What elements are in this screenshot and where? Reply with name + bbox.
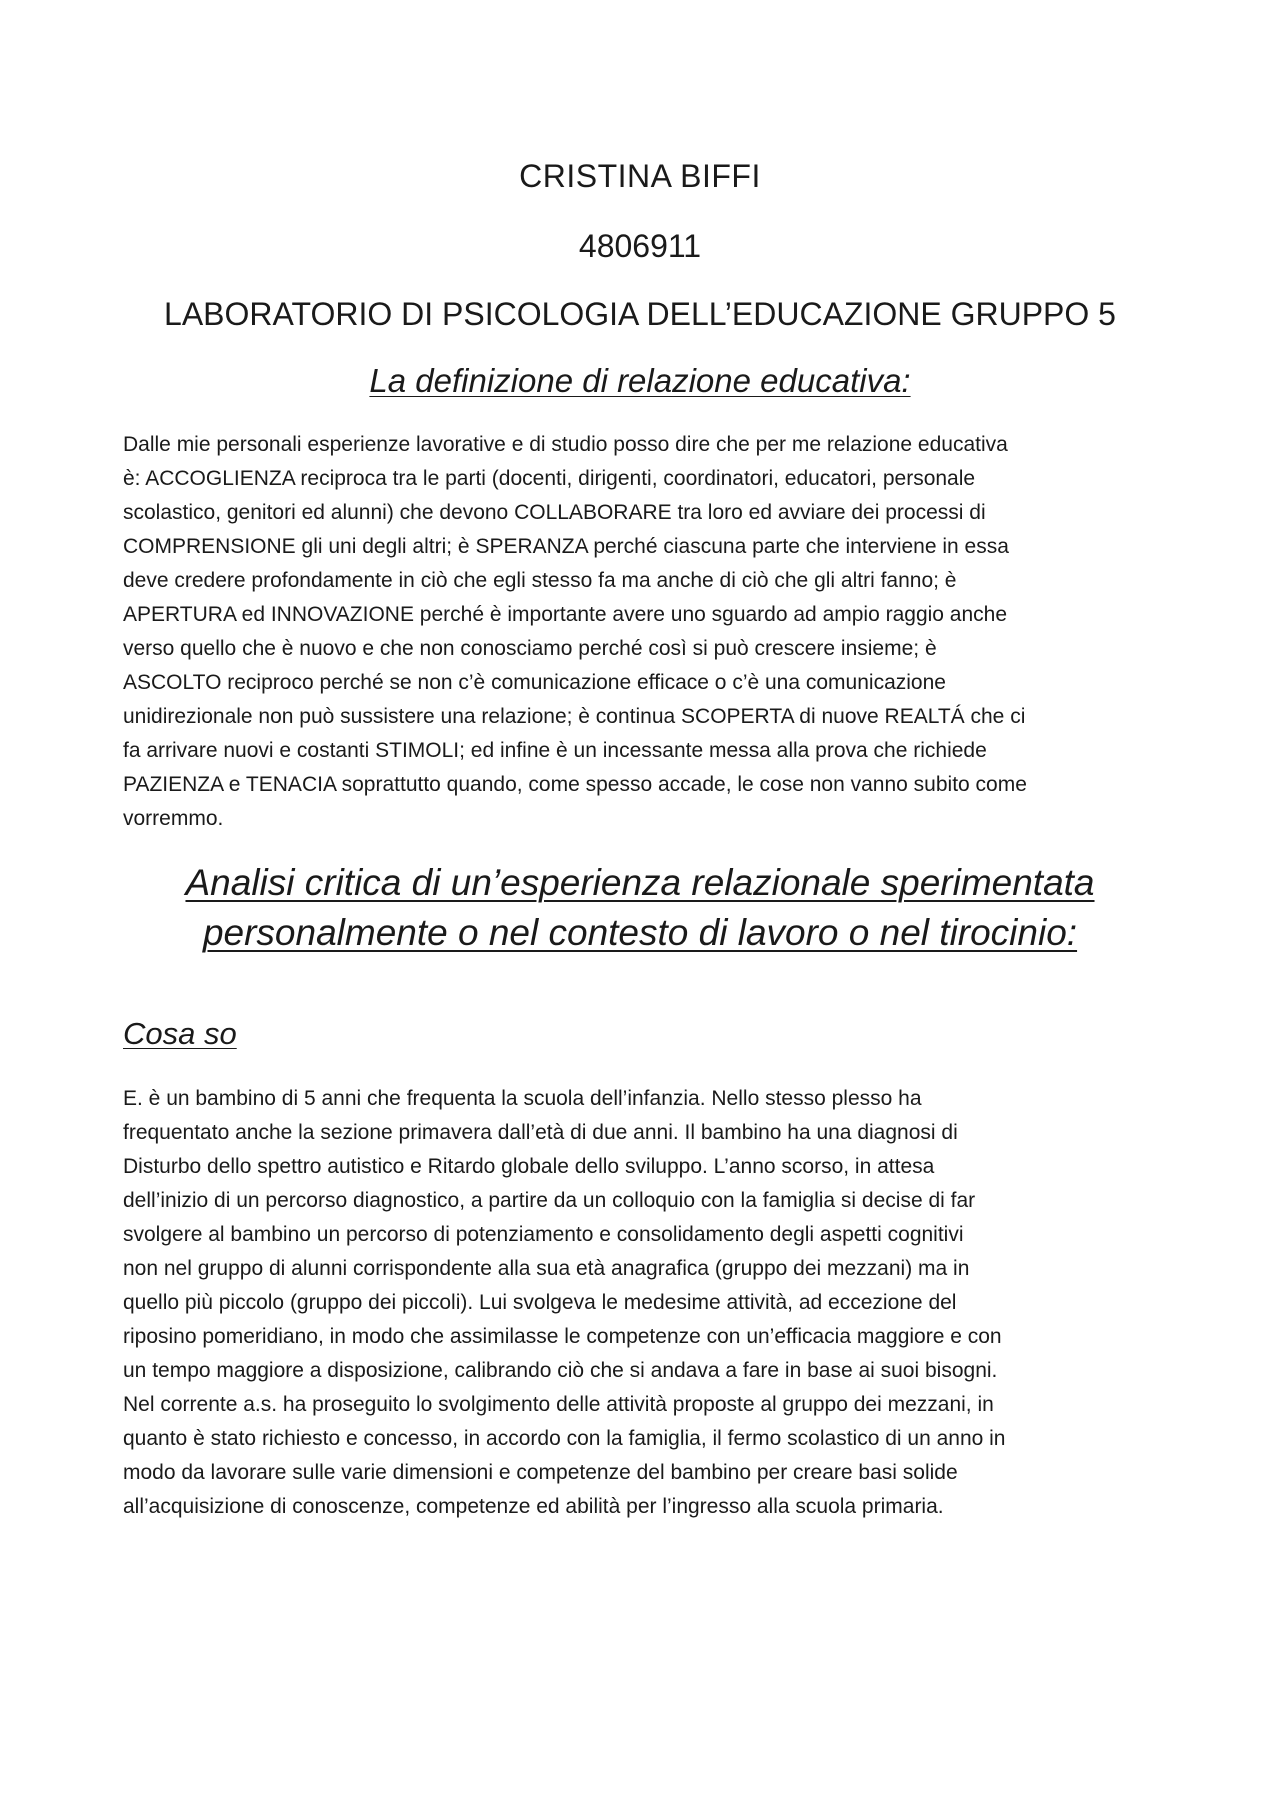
- cosa-so-heading: Cosa so: [123, 1016, 237, 1051]
- paragraph-line: verso quello che è nuovo e che non conosciamo perché così si può crescere insieme; è: [123, 637, 937, 660]
- paragraph-line: non nel gruppo di alunni corrispondente alla sua età anagrafica (gruppo dei mezzani) ma in: [123, 1257, 970, 1280]
- analysis-heading-line: personalmente o nel contesto di lavoro o nel tirocinio:: [202, 912, 1078, 953]
- paragraph-line: COMPRENSIONE gli uni degli altri; è SPERANZA perché ciascuna parte che interviene in essa: [123, 535, 1009, 558]
- paragraph-line: svolgere al bambino un percorso di potenziamento e consolidamento degli aspetti cognitivi: [123, 1223, 964, 1246]
- paragraph-line: Dalle mie personali esperienze lavorative e di studio posso dire che per me relazione educativa: [123, 433, 1008, 456]
- paragraph-line: modo da lavorare sulle varie dimensioni e competenze del bambino per creare basi solide: [123, 1461, 958, 1484]
- paragraph-line: è: ACCOGLIENZA reciproca tra le parti (docenti, dirigenti, coordinatori, educatori, personale: [123, 467, 976, 490]
- paragraph-line: riposino pomeridiano, in modo che assimilasse le competenze con un’efficacia maggiore e con: [123, 1325, 1002, 1348]
- definition-paragraph: [123, 428, 1203, 836]
- paragraph-line: frequentato anche la sezione primavera dall’età di due anni. Il bambino ha una diagnosi di: [123, 1121, 958, 1144]
- author-name: CRISTINA BIFFI: [519, 158, 761, 194]
- paragraph-line: quello più piccolo (gruppo dei piccoli). Lui svolgeva le medesime attività, ad eccezione del: [123, 1291, 957, 1314]
- paragraph-line: PAZIENZA e TENACIA soprattutto quando, come spesso accade, le cose non vanno subito come: [123, 773, 1027, 796]
- definition-heading: La definizione di relazione educativa:: [369, 362, 911, 399]
- analysis-heading-line: Analisi critica di un’esperienza relazionale sperimentata: [185, 862, 1095, 903]
- paragraph-line: E. è un bambino di 5 anni che frequenta la scuola dell’infanzia. Nello stesso plesso ha: [123, 1087, 922, 1110]
- analysis-heading: [0, 858, 1280, 958]
- paragraph-line: scolastico, genitori ed alunni) che devono COLLABORARE tra loro ed avviare dei processi di: [123, 501, 986, 524]
- student-id: 4806911: [578, 228, 702, 264]
- paragraph-line: ASCOLTO reciproco perché se non c’è comunicazione efficace o c’è una comunicazione: [123, 671, 946, 694]
- paragraph-line: deve credere profondamente in ciò che egli stesso fa ma anche di ciò che gli altri fanno; è: [123, 569, 957, 592]
- paragraph-line: Disturbo dello spettro autistico e Ritardo globale dello sviluppo. L’anno scorso, in attesa: [123, 1155, 935, 1178]
- cosa-so-paragraph: [123, 1082, 1203, 1524]
- paragraph-line: quanto è stato richiesto e concesso, in accordo con la famiglia, il fermo scolastico di un anno in: [123, 1427, 1006, 1450]
- paragraph-line: Nel corrente a.s. ha proseguito lo svolgimento delle attività proposte al gruppo dei mezzani, in: [123, 1393, 994, 1416]
- paragraph-line: APERTURA ed INNOVAZIONE perché è importante avere uno sguardo ad ampio raggio anche: [123, 603, 1008, 626]
- paragraph-line: un tempo maggiore a disposizione, calibrando ciò che si andava a fare in base ai suoi bisogni.: [123, 1359, 998, 1382]
- paragraph-line: dell’inizio di un percorso diagnostico, a partire da un colloquio con la famiglia si decise di far: [123, 1189, 976, 1212]
- paragraph-line: vorremmo.: [123, 807, 224, 830]
- paragraph-line: all’acquisizione di conoscenze, competenze ed abilità per l’ingresso alla scuola primaria.: [123, 1495, 944, 1518]
- course-title: LABORATORIO DI PSICOLOGIA DELL’EDUCAZIONE GRUPPO 5: [164, 296, 1116, 332]
- paragraph-line: fa arrivare nuovi e costanti STIMOLI; ed infine è un incessante messa alla prova che richiede: [123, 739, 987, 762]
- paragraph-line: unidirezionale non può sussistere una relazione; è continua SCOPERTA di nuove REALTÁ che ci: [123, 705, 1026, 728]
